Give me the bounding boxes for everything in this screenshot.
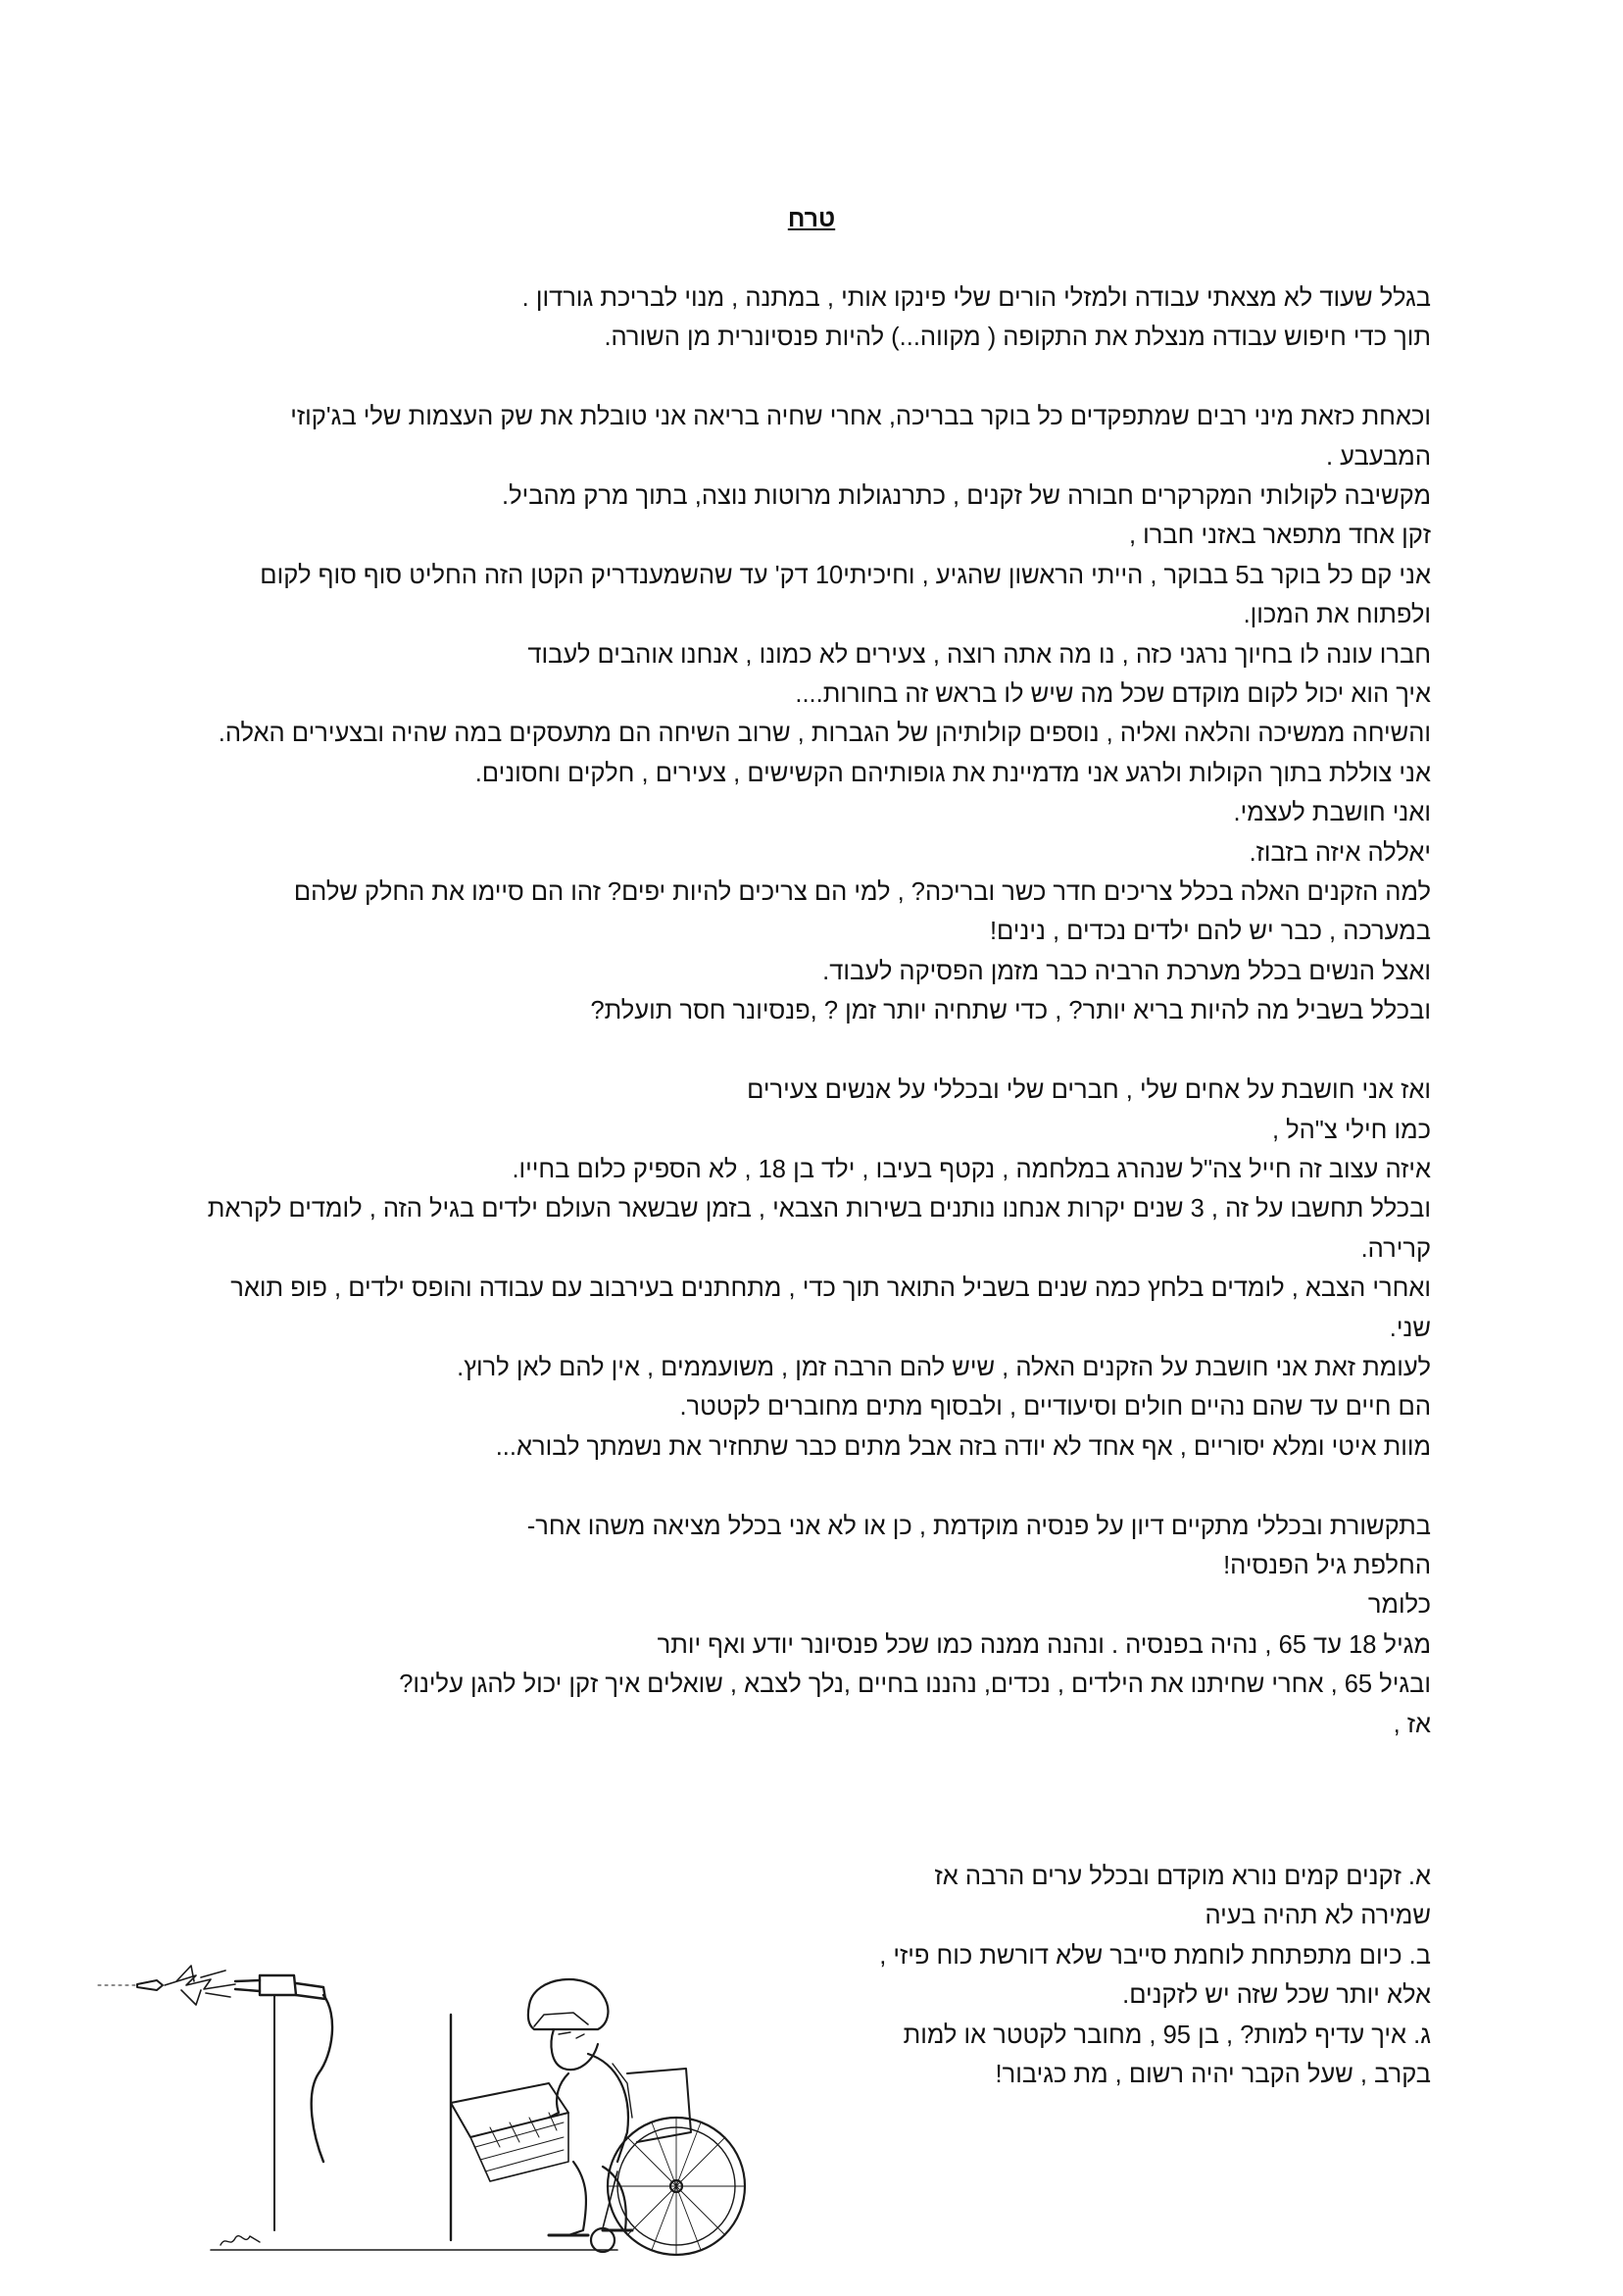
- muzzle-flash-icon: [165, 1966, 260, 2005]
- elderly-soldier-figure: [528, 1979, 632, 2235]
- paragraph-line: ובכלל תחשבו על זה , 3 שנים יקרות אנחנו נותנים בשירות הצבאי , בזמן שבשאר העולם ילדים בגיל הזה , לומדים לקראת קרירה.: [207, 1195, 1431, 1263]
- list-item: א. זקנים קמים נורא מוקדם ובכלל ערים הרבה אז שמירה לא תהיה בעיה: [934, 1863, 1431, 1930]
- paragraph-line: והשיחה ממשיכה והלאה ואליה , נוספים קולותיהן של הגברות , שרוב השיחה הם מתעסקים במה שהיה ובצעירים האלה.: [218, 720, 1431, 748]
- paragraph-gap: [206, 1031, 1431, 1071]
- paragraph-line: זקן אחד מתפאר באזני חברו ,: [1128, 522, 1431, 550]
- laptop-icon: [451, 2083, 568, 2181]
- paragraph-line: החלפת גיל הפנסיה!: [1223, 1551, 1431, 1579]
- gun-mount-icon: [260, 1975, 332, 2230]
- paragraph-line: מוות איטי ומלא יסוריים , אף אחד לא יודה בזה אבל מתים כבר שתחזיר את נשמתך לבורא...: [495, 1432, 1431, 1461]
- paragraph-line: כלומר: [1367, 1591, 1431, 1620]
- paragraph-line: אני קם כל בוקר ב5 בבוקר , הייתי הראשון שהגיע , וחיכיתי10 דק' עד שהשמענדריק הקטן הזה החליט סוף סוף לקום ולפתוח את המכון.: [260, 561, 1431, 629]
- paragraph-line: ואצל הנשים בכלל מערכת הרביה כבר מזמן הפסיקה לעבוד.: [822, 957, 1431, 985]
- paragraph-line: מקשיבה לקולותי המקרקרים חבורה של זקנים , כתרנגולות מרוטות נוצה, בתוך מרק מהביל.: [502, 482, 1431, 511]
- paragraph-gap: [206, 358, 1431, 397]
- paragraph-line: בגלל שעוד לא מצאתי עבודה ולמזלי הורים שלי פינקו אותי , במתנה , מנוי לבריכת גורדון .: [521, 284, 1431, 312]
- paragraph-line: למה הזקנים האלה בכלל צריכים חדר כשר ובריכה? , למי הם צריכים להיות יפים? זהו הם סיימו את החלק שלהם במערכה , כבר יש להם ילדים נכדים , נינים!: [293, 878, 1431, 946]
- paragraph-line: איזה עצוב זה חייל צה"ל שנהרג במלחמה , נקטף בעיבו , ילד בן 18 , לא הספיק כלום בחייו.: [512, 1155, 1431, 1183]
- artist-signature: [221, 2236, 260, 2245]
- paragraph-line: יאללה איזה בזבוז.: [1249, 838, 1431, 867]
- paragraph-line: ואני חושבת לעצמי.: [1233, 799, 1431, 827]
- list-item: ג. איך עדיף למות? , בן 95 , מחובר לקטטר או למות בקרב , שעל הקבר יהיה רשום , מת כגיבור!: [903, 2021, 1431, 2089]
- paragraph-line: לעומת זאת אני חושבת על הזקנים האלה , שיש להם הרבה זמן , משועממים , אין להם לאן לרוץ.: [457, 1353, 1431, 1381]
- paragraph-line: ואז אני חושבת על אחים שלי , חברים שלי ובכללי על אנשים צעירים: [747, 1076, 1431, 1105]
- paragraph-line: ובכלל בשביל מה להיות בריא יותר? , כדי שתחיה יותר זמן ? ,פנסיונר חסר תועלת?: [590, 997, 1431, 1025]
- wheelchair-icon: [591, 2069, 745, 2255]
- document-title: טרח: [787, 205, 836, 232]
- paragraph-line: כמו חילי צ"הל ,: [1271, 1116, 1431, 1144]
- paragraph-line: ובגיל 65 , אחרי שחיתנו את הילדים , נכדים, נהננו בחיים ,נלך לצבא , שואלים איך זקן יכול להגן עלינו?: [399, 1671, 1431, 1699]
- paragraph-line: וכאחת כזאת מיני רבים שמתפקדים כל בוקר בבריכה, אחרי שחיה בריאה אני טובלת את שק העצמות שלי בג'קוזי המבעבע .: [290, 403, 1431, 471]
- paragraph-line: הם חיים עד שהם נהיים חולים וסיעודיים , ולבסוף מתים מחוברים לקטטר.: [679, 1393, 1431, 1422]
- wheelchair-soldier-illustration: [39, 1936, 794, 2270]
- paragraph-line: בתקשורת ובכללי מתקיים דיון על פנסיה מוקדמת , כן או לא אני בכלל מציאה משהו אחר-: [526, 1512, 1431, 1540]
- paragraph-line: תוך כדי חיפוש עבודה מנצלת את התקופה ( מקווה...) להיות פנסיונרית מן השורה.: [604, 324, 1431, 352]
- bullet-icon: [98, 1980, 163, 1990]
- paragraph-line: איך הוא יכול לקום מוקדם שכל מה שיש לו בראש זה בחורות....: [795, 680, 1431, 709]
- paragraph-line: ואחרי הצבא , לומדים בלחץ כמה שנים בשביל התואר תוך כדי , מתחתנים בעירבוב עם עבודה והופס ילדים , פופ תואר שני.: [230, 1274, 1431, 1342]
- document-body: [206, 278, 1431, 1744]
- reasons-list: [862, 1857, 1431, 2094]
- list-item: ב. כיום מתפתחת לוחמת סייבר שלא דורשת כוח פיזי , אלא יותר שכל שזה יש לזקנים.: [879, 1941, 1431, 2010]
- paragraph-gap: [206, 1467, 1431, 1506]
- paragraph-line: אני צוללת בתוך הקולות ולרגע אני מדמיינת את גופותיהם הקשישים , צעירים , חלקים וחסונים.: [474, 759, 1431, 787]
- paragraph-line: חברו עונה לו בחיוך נרגני כזה , נו מה אתה רוצה , צעירים לא כמונו , אנחנו אוהבים לעבוד: [527, 640, 1431, 669]
- paragraph-line: מגיל 18 עד 65 , נהיה בפנסיה . ונהנה ממנה כמו שכל פנסיונר יודע ואף יותר: [657, 1630, 1431, 1659]
- paragraph-line: אז ,: [1393, 1710, 1431, 1738]
